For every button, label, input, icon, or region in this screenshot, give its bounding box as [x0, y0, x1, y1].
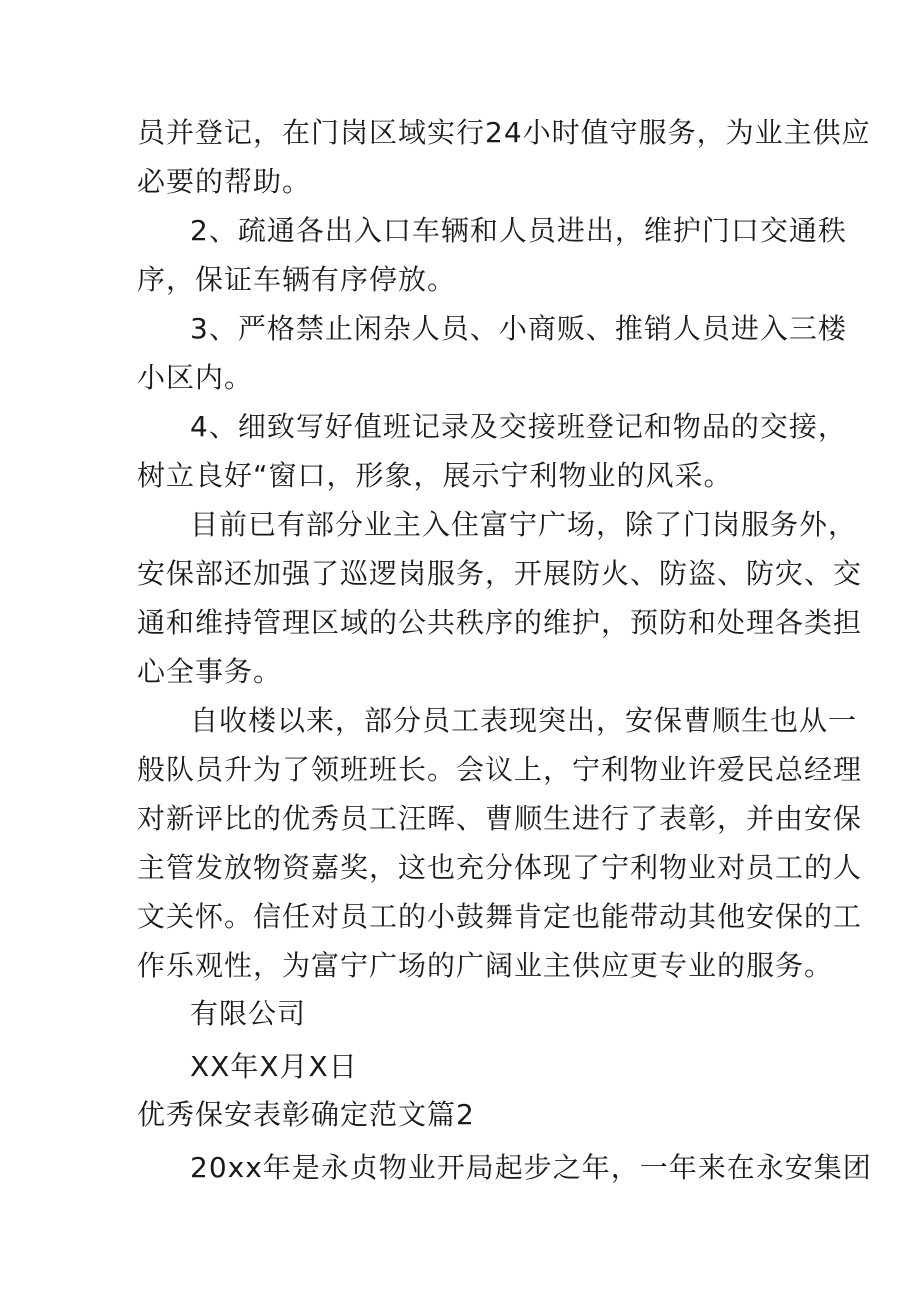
- date-line: XX年X月X日: [190, 1050, 358, 1083]
- company-signature: 有限公司: [190, 997, 307, 1030]
- list-item-line: 3、严格禁止闲杂人员、小商贩、推销人员进入三楼: [190, 312, 847, 345]
- list-item-line: 4、细致写好值班记录及交接班登记和物品的交接，: [190, 410, 847, 443]
- paragraph-line: 心全事务。: [137, 655, 283, 688]
- paragraph-line: 通和维持管理区域的公共秩序的维护，预防和处理各类担: [137, 606, 863, 639]
- paragraph-line: 安保部还加强了巡逻岗服务，开展防火、防盗、防灾、交: [137, 557, 863, 590]
- paragraph-line: 20xx年是永贞物业开局起步之年，一年来在永安集团: [190, 1151, 872, 1184]
- paragraph-line: 小区内。: [137, 361, 254, 394]
- paragraph-line: 般队员升为了领班班长。会议上，宁利物业许爱民总经理: [137, 753, 863, 786]
- paragraph-line: 员并登记，在门岗区域实行24小时值守服务，为业主供应: [137, 116, 871, 149]
- paragraph-line: 主管发放物资嘉奖，这也充分体现了宁利物业对员工的人: [137, 851, 863, 884]
- paragraph-line: 序，保证车辆有序停放。: [137, 263, 457, 296]
- paragraph-line: 文关怀。信任对员工的小鼓舞肯定也能带动其他安保的工: [137, 900, 863, 933]
- list-item-line: 2、疏通各出入口车辆和人员进出，维护门口交通秩: [190, 214, 847, 247]
- paragraph-line: 对新评比的优秀员工汪晖、曹顺生进行了表彰，并由安保: [137, 802, 863, 835]
- paragraph-line: 自收楼以来，部分员工表现突出，安保曹顺生也从一: [190, 704, 858, 737]
- paragraph-line: 树立良好“窗口，形象，展示宁利物业的风采。: [137, 459, 733, 492]
- paragraph-line: 作乐观性，为富宁广场的广阔业主供应更专业的服务。: [137, 949, 834, 982]
- section-title: 优秀保安表彰确定范文篇2: [137, 1098, 475, 1131]
- paragraph-line: 必要的帮助。: [137, 165, 312, 198]
- paragraph-line: 目前已有部分业主入住富宁广场，除了门岗服务外，: [190, 508, 858, 541]
